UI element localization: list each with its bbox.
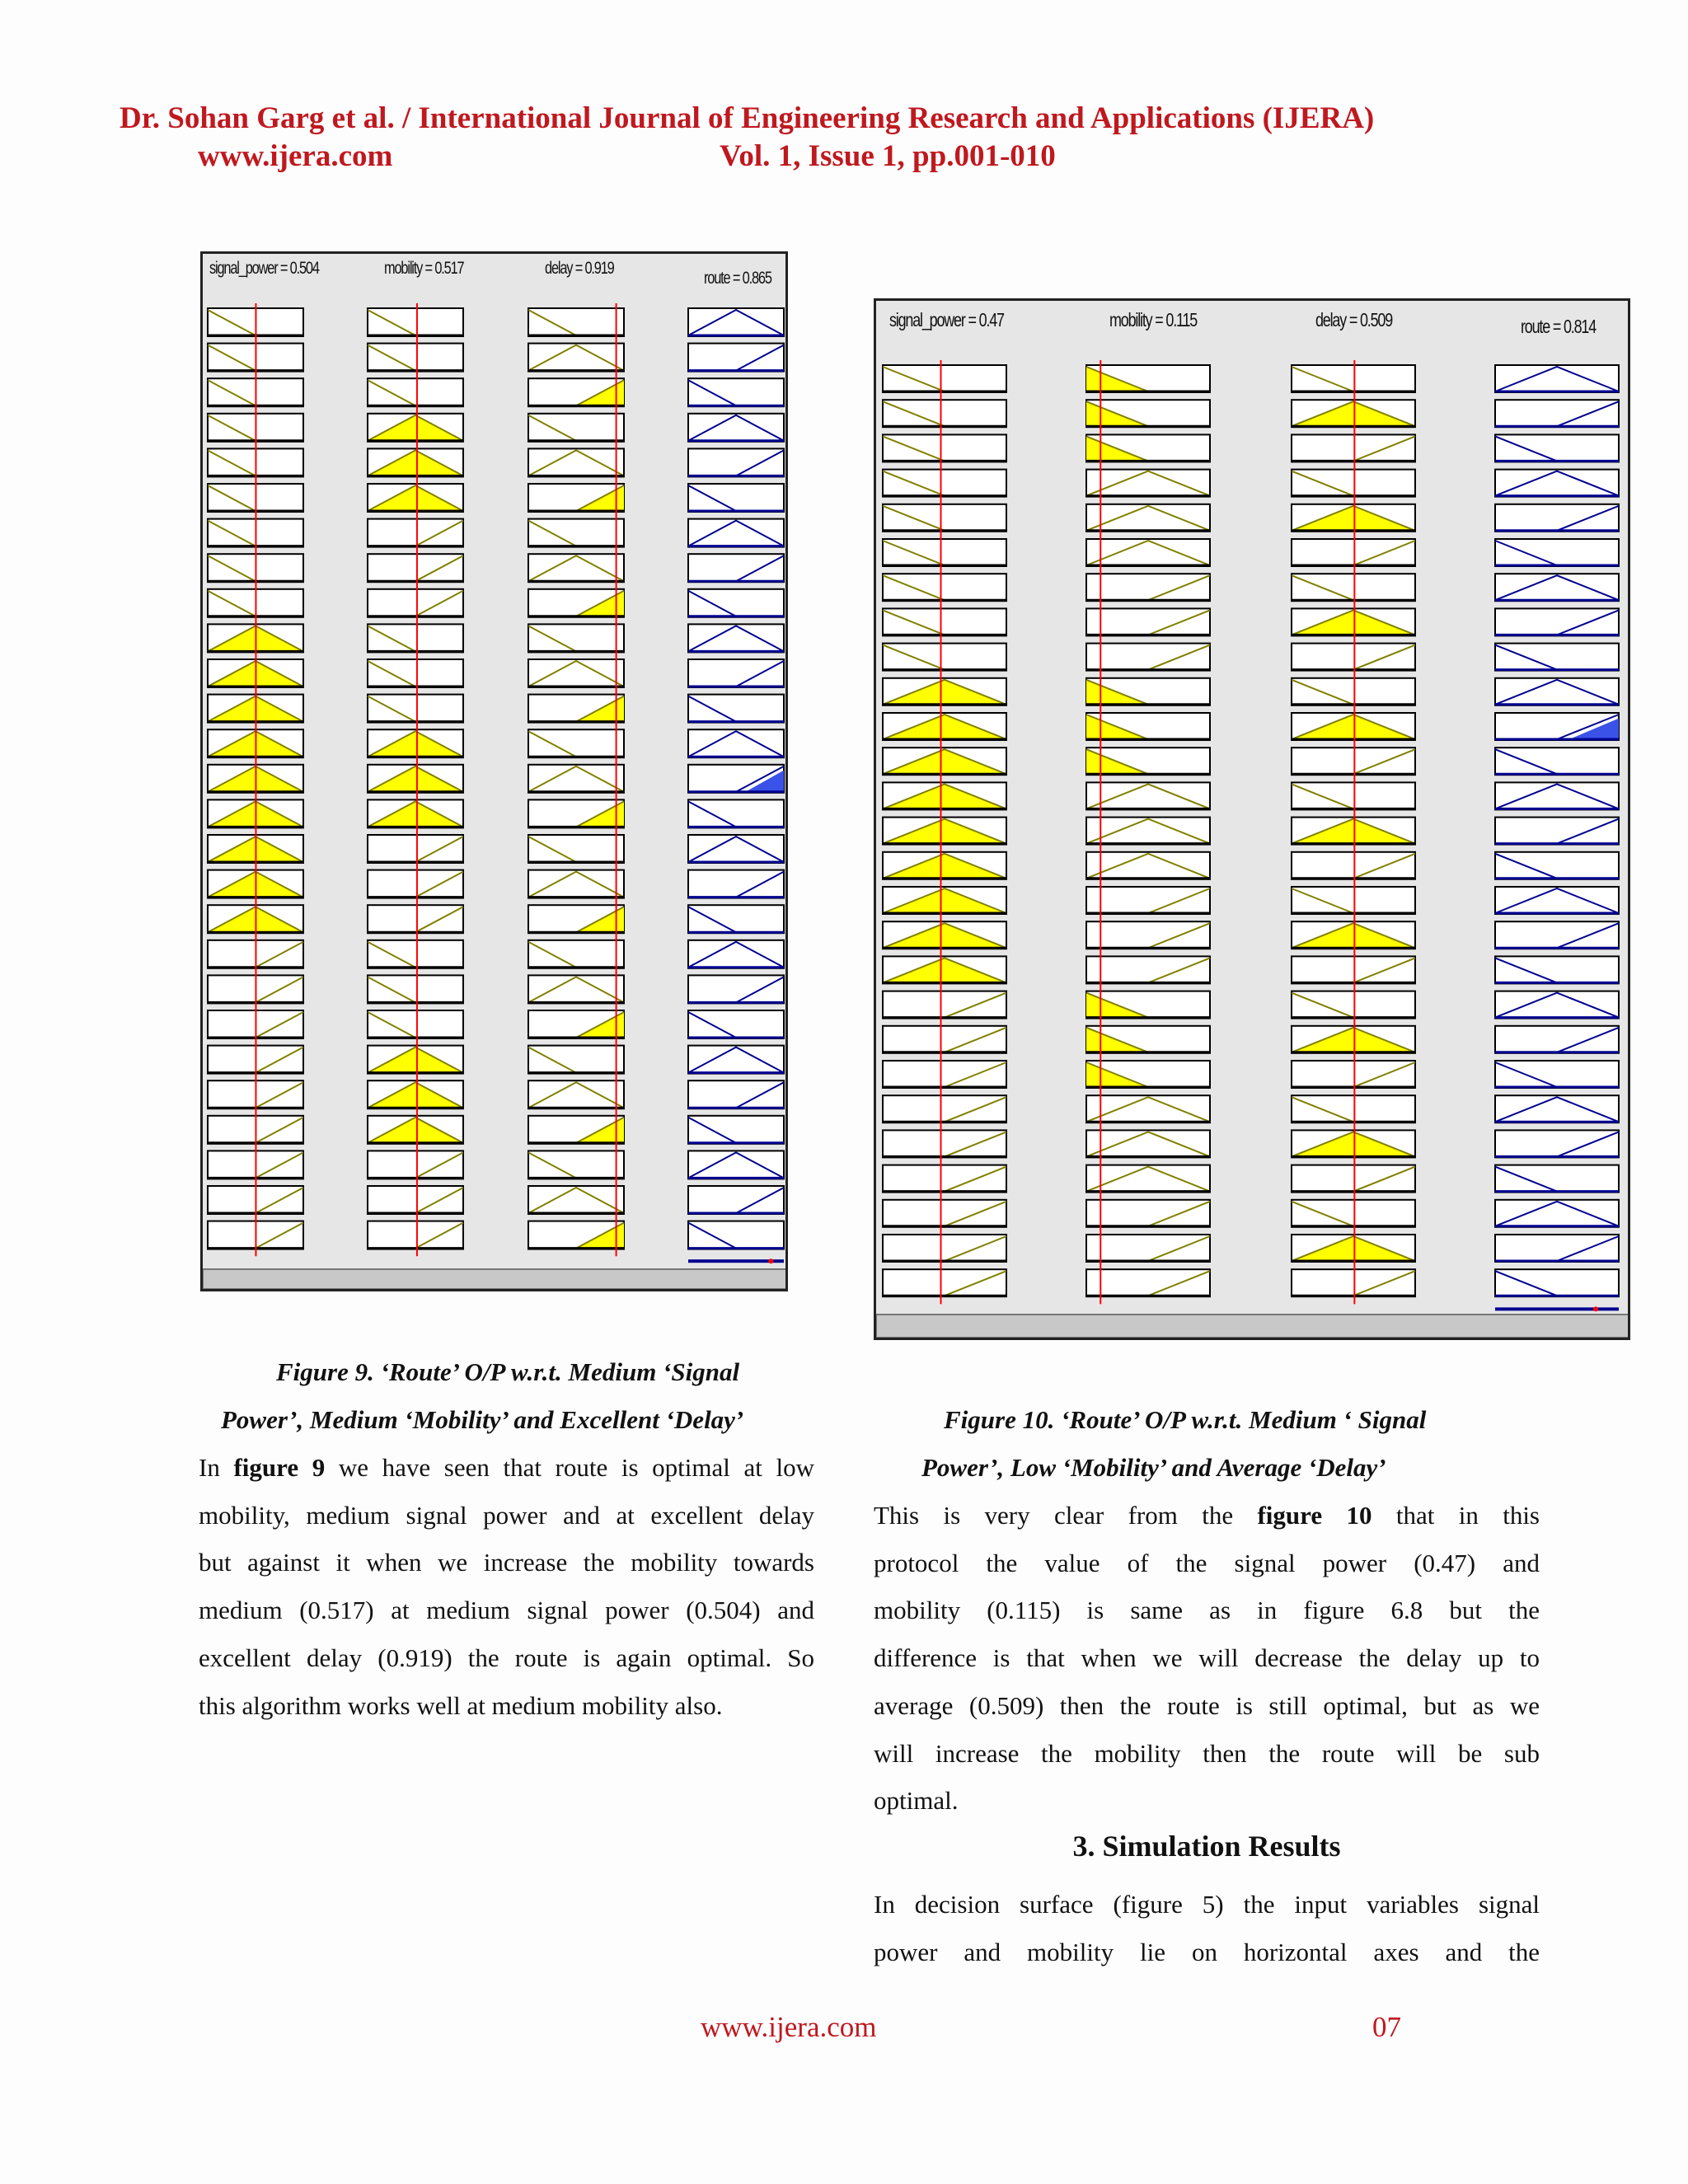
svg10-rule6-col4: [1495, 539, 1619, 566]
svg10-rule22-col3: [1292, 1095, 1415, 1122]
fig9-route-label: route = 0.865: [704, 269, 771, 288]
svg9-rule10-col4: [688, 624, 784, 652]
fig9-delay-label: delay = 0.919: [545, 259, 614, 278]
svg10-rule4-col4: [1495, 470, 1619, 497]
svg10-rule23-col2: [1086, 1130, 1210, 1157]
svg9-rule25-col4: [688, 1151, 784, 1179]
svg10-rule25-col4: [1495, 1200, 1619, 1227]
svg10-rule7-col2: [1086, 574, 1210, 601]
figure-9-caption-line1: Figure 9. ‘Route’ O/P w.r.t. Medium ‘Signal: [276, 1357, 740, 1386]
figure-10-reference: figure 10: [1257, 1501, 1372, 1530]
svg10-rule9-col2: [1086, 644, 1210, 671]
svg9-rule27-col4: [688, 1221, 784, 1249]
svg10-rule16-col3: [1292, 887, 1415, 914]
svg9-rule25-col3: [528, 1151, 624, 1179]
svg10-rule6-col3: [1292, 539, 1415, 566]
svg9-rule1-col2: [368, 308, 463, 336]
svg9-rule22-col4: [688, 1046, 784, 1074]
svg10-rule15-col3: [1292, 852, 1415, 879]
svg9-rule5-col4: [688, 448, 784, 476]
svg10-rule18-col3: [1292, 956, 1415, 983]
left-paragraph: In figure 9 we have seen that route is optimal at low mobility, medium signal power and at excellent delay but against it when we increase the mobility towards medium (0.517) at medium signal power (0.504) and excellent delay (0.919) the route is again optimal. So this algorithm works well at medium mobility also.: [199, 1453, 815, 1720]
svg10-rule25-col3: [1292, 1200, 1415, 1227]
svg10-rule9-col4: [1495, 644, 1619, 671]
section-3-paragraph: In decision surface (figure 5) the input variables signal power and mobility lie on horizontal axes and the: [874, 1890, 1540, 1966]
figure-10-rule-viewer: [874, 298, 1630, 1340]
svg10-rule17-col2: [1086, 921, 1210, 949]
svg9-rule17-col2: [368, 870, 463, 898]
svg10-rule9-col3: [1292, 644, 1415, 671]
svg9-rule1-col4: [688, 308, 784, 336]
svg10-rule23-col4: [1495, 1130, 1619, 1157]
svg10-rule2-col1: [883, 400, 1006, 427]
svg10-rule13-col4: [1495, 782, 1619, 809]
svg10-rule16-col2: [1086, 887, 1210, 914]
svg10-rule24-col2: [1086, 1165, 1210, 1193]
svg9-rule7-col4: [688, 519, 784, 547]
svg10-rule14-col4: [1495, 818, 1619, 845]
svg10-rule24-col3: [1292, 1165, 1415, 1193]
svg10-rule12-col4: [1495, 748, 1619, 775]
svg10-rule12-col3: [1292, 748, 1415, 775]
svg9-rule16-col3: [528, 835, 624, 863]
svg10-rule1-col3: [1292, 365, 1415, 392]
svg9-rule5-col3: [528, 448, 624, 476]
fig9-mobility-label: mobility = 0.517: [384, 259, 464, 278]
svg9-rule21-col2: [368, 1010, 463, 1038]
svg10-rule26-col4: [1495, 1235, 1619, 1262]
svg10-rule7-col1: [883, 574, 1006, 601]
journal-website[interactable]: www.ijera.com: [198, 139, 393, 173]
svg9-rule13-col3: [528, 729, 624, 757]
svg9-rule1-col3: [528, 308, 624, 336]
svg9-rule7-col2: [368, 519, 463, 547]
figure-10-caption-line2: Power’, Low ‘Mobility’ and Average ‘Delay’: [921, 1453, 1386, 1482]
svg10-rule21-col4: [1495, 1061, 1619, 1088]
svg9-rule15-col4: [688, 799, 784, 827]
svg10-rule22-col2: [1086, 1095, 1210, 1122]
svg9-rule27-col2: [368, 1221, 463, 1249]
svg9-output-marker: [768, 1258, 773, 1263]
journal-header: Dr. Sohan Garg et al. / International Journal of Engineering Research and Applications (IJERA): [120, 101, 1375, 135]
svg10-rule26-col2: [1086, 1235, 1210, 1262]
footer-website[interactable]: www.ijera.com: [701, 2011, 877, 2043]
svg9-rule18-col4: [688, 905, 784, 933]
volume-info: Vol. 1, Issue 1, pp.001-010: [720, 139, 1056, 173]
svg10-rule8-col1: [883, 608, 1006, 635]
svg10-rule27-col1: [883, 1269, 1006, 1296]
svg10-rule6-col1: [883, 539, 1006, 566]
svg10-rule15-col4: [1495, 852, 1619, 879]
fig10-mobility-label: mobility = 0.115: [1109, 309, 1198, 330]
svg10-rule27-col4: [1495, 1269, 1619, 1296]
svg9-rule12-col4: [688, 695, 784, 723]
svg9-rule6-col4: [688, 484, 784, 512]
fig9-signal-power-label: signal_power = 0.504: [209, 259, 319, 278]
svg10-rule15-col2: [1086, 852, 1210, 879]
svg9-rule4-col4: [688, 414, 784, 442]
svg9-rule2-col2: [368, 344, 463, 372]
svg9-rule8-col2: [368, 554, 463, 582]
svg9-rule25-col2: [368, 1151, 463, 1179]
svg10-rule6-col2: [1086, 539, 1210, 566]
svg10-rule5-col1: [883, 504, 1006, 532]
svg10-rule25-col2: [1086, 1200, 1210, 1227]
svg9-rule4-col3: [528, 414, 624, 442]
svg9-rule12-col2: [368, 695, 463, 723]
svg10-rule7-col4: [1495, 574, 1619, 601]
svg10-rule26-col1: [883, 1235, 1006, 1262]
svg9-rule16-col2: [368, 835, 463, 863]
svg9-rule20-col2: [368, 975, 463, 1003]
right-paragraph: This is very clear from the figure 10 that in this protocol the value of the signal power (0.47) and mobility (0.115) is same as in figure 6.8 but the difference is that when we will decrease the delay up to average (0.509) then the route is still optimal, but as we will increase the mobility then the route will be sub optimal.: [874, 1501, 1540, 1816]
svg10-rule18-col2: [1086, 956, 1210, 983]
svg10-rule5-col4: [1495, 504, 1619, 532]
svg10-rule1-col4: [1495, 365, 1619, 392]
svg10-rule20-col1: [883, 1026, 1006, 1053]
svg10-rule17-col4: [1495, 921, 1619, 949]
svg10-rule10-col3: [1292, 678, 1415, 705]
svg10-rule22-col4: [1495, 1095, 1619, 1122]
svg9-rule26-col2: [368, 1186, 463, 1214]
svg10-rule19-col3: [1292, 991, 1415, 1019]
svg10-rule16-col4: [1495, 887, 1619, 914]
svg10-rule14-col2: [1086, 818, 1210, 845]
svg10-rule10-col4: [1495, 678, 1619, 705]
svg10-rule13-col3: [1292, 782, 1415, 809]
fig10-route-label: route = 0.814: [1521, 316, 1597, 337]
svg9-rule9-col2: [368, 589, 463, 617]
svg10-rule4-col2: [1086, 470, 1210, 497]
svg9-rule8-col4: [688, 554, 784, 582]
svg10-rule7-col3: [1292, 574, 1415, 601]
svg10-rule2-col4: [1495, 400, 1619, 427]
svg9-rule13-col4: [688, 729, 784, 757]
svg10-rule1-col1: [883, 365, 1006, 392]
svg10-rule21-col1: [883, 1061, 1006, 1088]
svg10-status-strip: [876, 1315, 1630, 1338]
svg9-rule24-col4: [688, 1116, 784, 1144]
figure-9-rules-graphic: [203, 254, 788, 1291]
svg9-rule23-col3: [528, 1080, 624, 1108]
svg9-rule17-col4: [688, 870, 784, 898]
svg10-rule19-col4: [1495, 991, 1619, 1019]
svg10-rule22-col1: [883, 1095, 1006, 1122]
svg10-rule23-col1: [883, 1130, 1006, 1157]
svg10-rule8-col4: [1495, 608, 1619, 635]
svg10-output-marker: [1593, 1306, 1598, 1311]
svg10-rule8-col2: [1086, 608, 1210, 635]
svg10-rule21-col3: [1292, 1061, 1415, 1088]
svg9-rule11-col2: [368, 659, 463, 687]
section-heading: 3. Simulation Results: [1072, 1830, 1341, 1863]
svg10-rule3-col1: [883, 434, 1006, 462]
svg9-rule20-col4: [688, 975, 784, 1003]
svg10-rule4-col3: [1292, 470, 1415, 497]
svg9-rule7-col3: [528, 519, 624, 547]
svg9-rule23-col4: [688, 1080, 784, 1108]
svg9-rule10-col3: [528, 624, 624, 652]
svg9-rule2-col4: [688, 344, 784, 372]
svg9-rule26-col4: [688, 1186, 784, 1214]
svg10-rule24-col1: [883, 1165, 1006, 1193]
fig10-delay-label: delay = 0.509: [1315, 309, 1393, 330]
svg9-rule9-col4: [688, 589, 784, 617]
svg9-rule17-col3: [528, 870, 624, 898]
svg9-rule19-col4: [688, 940, 784, 968]
svg9-rule11-col4: [688, 659, 784, 687]
figure-10-rules-graphic: [876, 301, 1630, 1340]
svg9-rule8-col3: [528, 554, 624, 582]
figure-9-reference: figure 9: [233, 1453, 326, 1482]
svg9-rule19-col2: [368, 940, 463, 968]
svg9-rule18-col2: [368, 905, 463, 933]
svg10-rule3-col3: [1292, 434, 1415, 462]
page-number: 07: [1372, 2011, 1401, 2043]
svg10-rule5-col2: [1086, 504, 1210, 532]
figure-9-caption-line2: Power’, Medium ‘Mobility’ and Excellent ‘Delay’: [221, 1405, 744, 1434]
svg9-rule19-col3: [528, 940, 624, 968]
figure-9-rule-viewer: [200, 251, 788, 1291]
svg9-rule20-col3: [528, 975, 624, 1003]
svg9-rule21-col4: [688, 1010, 784, 1038]
svg10-rule9-col1: [883, 644, 1006, 671]
figure-10-caption-line1: Figure 10. ‘Route’ O/P w.r.t. Medium ‘ Signal: [944, 1405, 1427, 1434]
svg10-rule13-col2: [1086, 782, 1210, 809]
svg10-rule20-col4: [1495, 1026, 1619, 1053]
svg9-rule10-col2: [368, 624, 463, 652]
svg10-rule3-col4: [1495, 434, 1619, 462]
svg10-rule27-col2: [1086, 1269, 1210, 1296]
svg9-rule11-col3: [528, 659, 624, 687]
fig10-signal-power-label: signal_power = 0.47: [889, 309, 1004, 330]
svg10-aggregate-output: [1495, 1307, 1619, 1310]
svg9-rule2-col3: [528, 344, 624, 372]
svg9-rule3-col4: [688, 378, 784, 406]
svg9-rule22-col3: [528, 1046, 624, 1074]
svg9-rule16-col4: [688, 835, 784, 863]
svg10-rule27-col3: [1292, 1269, 1415, 1296]
svg9-status-strip: [203, 1269, 788, 1289]
svg9-rule26-col3: [528, 1186, 624, 1214]
svg10-rule24-col4: [1495, 1165, 1619, 1193]
svg10-rule18-col4: [1495, 956, 1619, 983]
svg9-rule3-col2: [368, 378, 463, 406]
svg10-rule4-col1: [883, 470, 1006, 497]
svg10-rule25-col1: [883, 1200, 1006, 1227]
svg9-rule14-col3: [528, 765, 624, 793]
svg10-rule19-col1: [883, 991, 1006, 1019]
